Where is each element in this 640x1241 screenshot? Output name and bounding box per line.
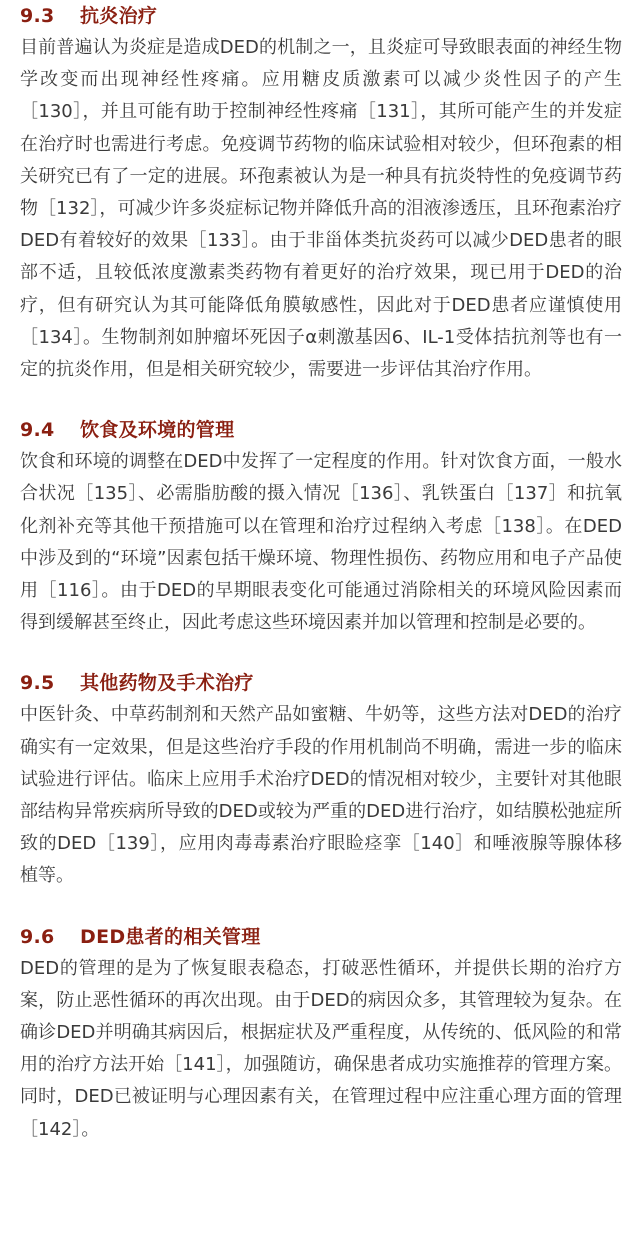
section-title: 抗炎治疗 (80, 5, 158, 27)
section-patient-management (20, 923, 622, 1146)
section-number: 9.5 (20, 672, 55, 695)
section-title: DED患者的相关管理 (80, 925, 261, 948)
section-number: 9.4 (20, 419, 55, 442)
section-body: 目前普遍认为炎症是造成DED的机制之一，且炎症可导致眼表面的神经生物学改变而出现神经性疼痛。应用糖皮质激素可以减少炎性因子的产生［130］，并且可能有助于控制神经性疼痛［131］，其所可能产生的并发症在治疗时也需进行考虑。免疫调节药物的临床试验相对较少，但环孢素的相关研究已有了一定的进展。环孢素被认为是一种具有抗炎特性的免疫调节药物［132］，可减少许多炎症标记物并降低升高的泪液渗透压，且环孢素治疗DED有着较好的效果［133］。由于非甾体类抗炎药可以减少DED患者的眼部不适，且较低浓度激素类药物有着更好的治疗效果，现已用于DED的治疗，但有研究认为其可能降低角膜敏感性，因此对于DED患者应谨慎使用［134］。生物制剂如肿瘤坏死因子α刺激基因6、IL-1受体拮抗剂等也有一定的抗炎作用，但是相关研究较少，需要进一步评估其治疗作用。 (20, 37, 622, 381)
section-body: 饮食和环境的调整在DED中发挥了一定程度的作用。针对饮食方面，一般水合状况［135］、必需脂肪酸的摄入情况［136］、乳铁蛋白［137］和抗氧化剂补充等其他干预措施可以在管理和治疗过程纳入考虑［138］。在DED中涉及到的“环境”因素包括干燥环境、物理性损伤、药物应用和电子产品使用［116］。由于DED的早期眼表变化可能通过消除相关的环境风险因素而得到缓解甚至终止，因此考虑这些环境因素并加以管理和控制是必要的。 (20, 451, 622, 634)
section-title: 其他药物及手术治疗 (80, 672, 254, 695)
section-number: 9.6 (20, 925, 55, 948)
section-other-drugs-surgery (20, 669, 622, 892)
section-anti-inflammatory (20, 2, 622, 386)
section-diet-environment (20, 416, 622, 639)
section-heading (20, 669, 622, 697)
section-heading (20, 416, 622, 444)
section-title: 饮食及环境的管理 (80, 419, 235, 442)
section-heading (20, 2, 622, 30)
section-number: 9.3 (20, 5, 55, 27)
section-heading (20, 923, 622, 951)
section-body: 中医针灸、中草药制剂和天然产品如蜜糖、牛奶等，这些方法对DED的治疗确实有一定效果，但是这些治疗手段的作用机制尚不明确，需进一步的临床试验进行评估。临床上应用手术治疗DED的情况相对较少，主要针对其他眼部结构异常疾病所导致的DED或较为严重的DED进行治疗，如结膜松弛症所致的DED［139］，应用肉毒毒素治疗眼睑痉挛［140］和唾液腺等腺体移植等。 (20, 704, 622, 887)
section-body: DED的管理的是为了恢复眼表稳态，打破恶性循环，并提供长期的治疗方案，防止恶性循环的再次出现。由于DED的病因众多，其管理较为复杂。在确诊DED并明确其病因后，根据症状及严重程度，从传统的、低风险的和常用的治疗方法开始［141］，加强随访，确保患者成功实施推荐的管理方案。同时，DED已被证明与心理因素有关，在管理过程中应注重心理方面的管理［142］。 (20, 957, 622, 1140)
